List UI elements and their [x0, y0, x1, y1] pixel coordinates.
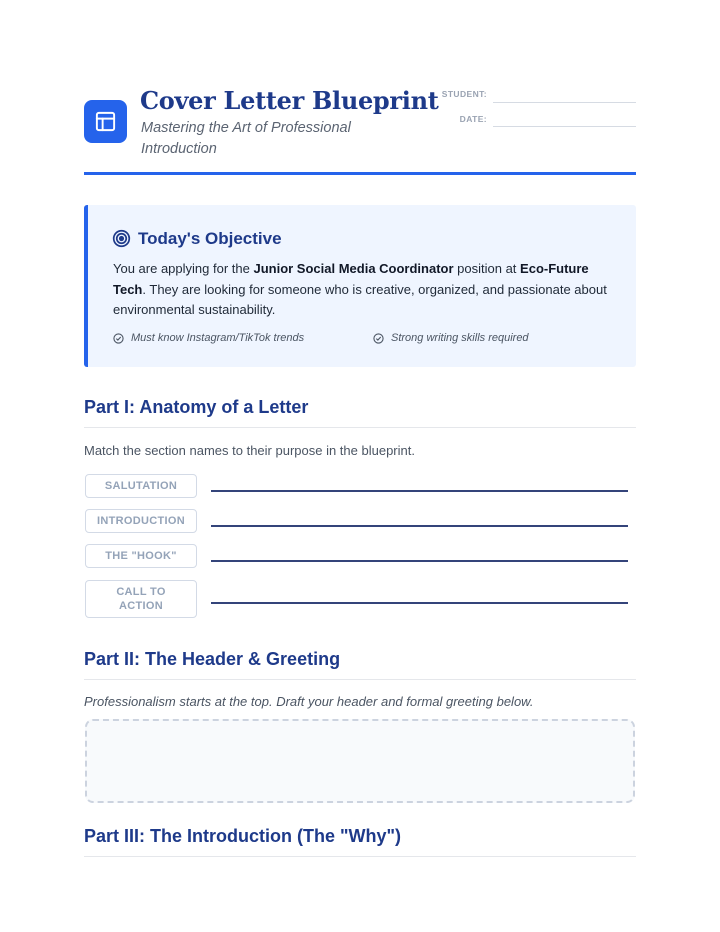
part1-instruction: Match the section names to their purpose in the blueprint.	[84, 443, 415, 458]
date-field[interactable]	[493, 126, 636, 127]
match-answer-line[interactable]	[211, 602, 628, 604]
header-draft-area[interactable]	[85, 719, 635, 803]
objective-title: Today's Objective	[138, 229, 282, 248]
match-label-hook[interactable]: THE "HOOK"	[85, 544, 197, 568]
match-answer-line[interactable]	[211, 560, 628, 562]
objective-box	[84, 205, 636, 367]
part1-title: Part I: Anatomy of a Letter	[84, 397, 309, 417]
page-title: Cover Letter Blueprint	[140, 86, 439, 115]
part2-divider	[84, 679, 636, 680]
student-label: STUDENT:	[441, 89, 487, 99]
company-name: Eco-Future Tech	[113, 261, 589, 297]
header-divider	[84, 172, 636, 175]
match-label-call-to-action[interactable]: CALL TO ACTION	[85, 580, 197, 618]
check-circle-icon	[113, 333, 124, 344]
match-answer-line[interactable]	[211, 490, 628, 492]
worksheet-header	[84, 84, 636, 174]
date-label: DATE:	[459, 114, 487, 124]
job-role: Junior Social Media Coordinator	[253, 261, 454, 276]
page-subtitle: Mastering the Art of Professional Introduction	[141, 120, 351, 157]
student-field[interactable]	[493, 102, 636, 103]
match-label-introduction[interactable]: INTRODUCTION	[85, 509, 197, 533]
match-answer-line[interactable]	[211, 525, 628, 527]
target-icon	[112, 229, 131, 253]
part2-instruction: Professionalism starts at the top. Draft your header and formal greeting below.	[84, 694, 534, 709]
part3-divider	[84, 856, 636, 857]
layout-icon	[84, 100, 127, 143]
requirement-item: Must know Instagram/TikTok trends	[131, 332, 304, 344]
part1-divider	[84, 427, 636, 428]
part3-title: Part III: The Introduction (The "Why")	[84, 826, 402, 846]
check-circle-icon	[373, 333, 384, 344]
match-label-salutation[interactable]: SALUTATION	[85, 474, 197, 498]
part2-title: Part II: The Header & Greeting	[84, 649, 341, 669]
objective-text: You are applying for the Junior Social Media Coordinator position at Eco-Future Tech. They are looking for someone who is creative, organized, and passionate about environmental sustainability.	[113, 261, 607, 317]
requirement-item: Strong writing skills required	[391, 332, 529, 344]
